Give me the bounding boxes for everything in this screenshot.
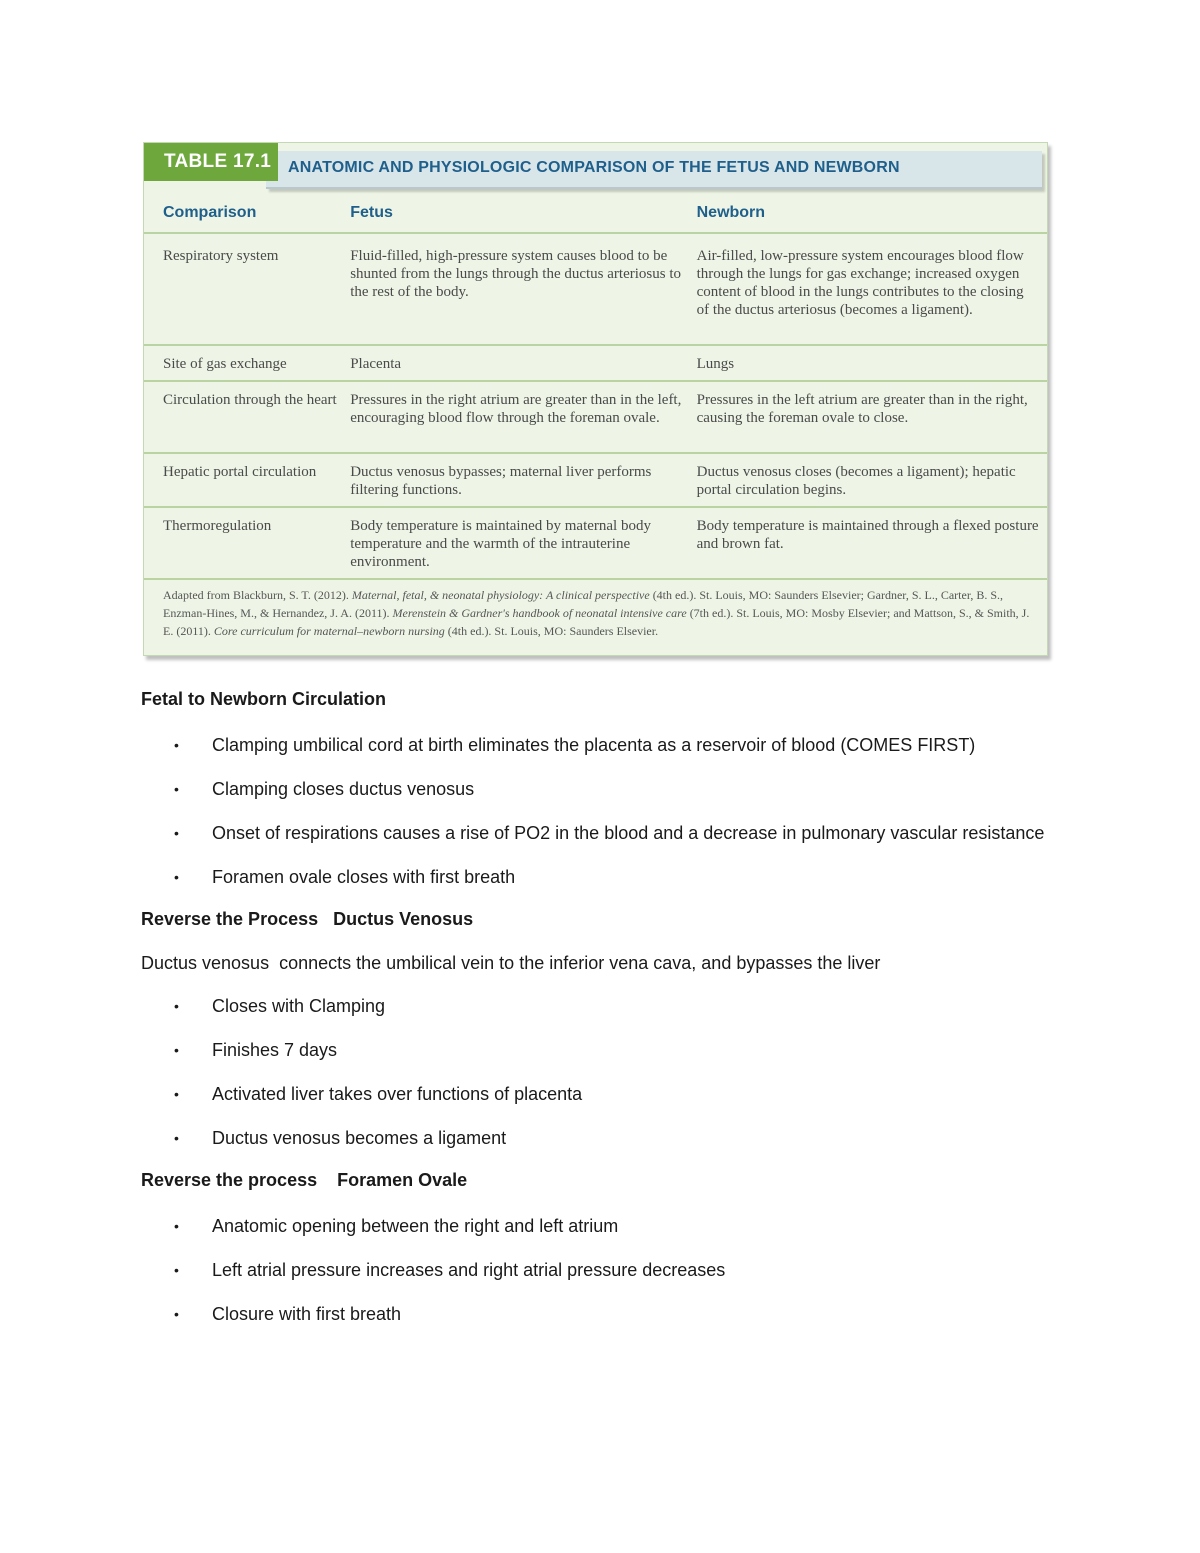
cell-fetus: Placenta	[350, 345, 696, 381]
list-item-text: Foramen ovale closes with first breath	[212, 867, 516, 887]
table-number-tag: TABLE 17.1	[144, 143, 278, 181]
list-item	[141, 1124, 1071, 1152]
bullet-icon: •	[174, 1218, 179, 1234]
cell-newborn: Body temperature is maintained through a flexed posture and brown fat.	[697, 507, 1047, 579]
list-item-text: Onset of respirations causes a rise of PO2 in the blood and a decrease in pulmonary vascular resistance	[212, 823, 1045, 843]
list-item	[141, 1300, 1071, 1328]
list-item-text: Closure with first breath	[212, 1304, 402, 1324]
table-row	[144, 233, 1047, 345]
bullet-icon: •	[174, 1306, 179, 1322]
document-body	[141, 687, 1071, 1344]
list-item	[141, 1212, 1071, 1240]
table-figure	[143, 142, 1048, 656]
cell-fetus: Body temperature is maintained by maternal body temperature and the warmth of the intrauterine environment.	[350, 507, 696, 579]
list-item-text: Finishes 7 days	[212, 1040, 338, 1060]
cell-fetus: Pressures in the right atrium are greater than in the left, encouraging blood flow through the foreman ovale.	[350, 381, 696, 453]
section-heading-foramen-ovale: Reverse the process Foramen Ovale	[141, 1170, 468, 1190]
list-item	[141, 1256, 1071, 1284]
comparison-table	[144, 195, 1047, 580]
footnote-part: (7th ed.). St. Louis, MO: Mosby Elsevier; and Mattson, S., & Smith, J. E. (2011).	[163, 606, 1030, 638]
bullet-icon: •	[174, 1042, 179, 1058]
bullet-icon: •	[174, 781, 179, 797]
bullet-icon: •	[174, 1130, 179, 1146]
list-item-text: Ductus venosus becomes a ligament	[212, 1128, 507, 1148]
foramen-ovale-list	[141, 1212, 1071, 1328]
cell-newborn: Pressures in the left atrium are greater than in the right, causing the foreman ovale to close.	[697, 381, 1047, 453]
table-row	[144, 453, 1047, 507]
table-title-bar	[266, 151, 1042, 189]
cell-comparison: Hepatic portal circulation	[144, 453, 350, 507]
table-row	[144, 507, 1047, 579]
list-item	[141, 731, 1071, 759]
section-heading-ductus-venosus: Reverse the Process Ductus Venosus	[141, 909, 474, 929]
bullet-icon: •	[174, 869, 179, 885]
footnote-part: Adapted from Blackburn, S. T. (2012).	[163, 588, 352, 602]
footnote-part: (4th ed.). St. Louis, MO: Saunders Elsevier.	[444, 624, 659, 638]
list-item-text: Left atrial pressure increases and right atrial pressure decreases	[212, 1260, 726, 1280]
bullet-icon: •	[174, 998, 179, 1014]
list-item	[141, 1036, 1071, 1064]
cell-newborn: Ductus venosus closes (becomes a ligament); hepatic portal circulation begins.	[697, 453, 1047, 507]
bullet-icon: •	[174, 1086, 179, 1102]
cell-fetus: Fluid-filled, high-pressure system causes blood to be shunted from the lungs through the ductus arteriosus to the rest of the body.	[350, 233, 696, 345]
list-item	[141, 775, 1071, 803]
list-item	[141, 863, 1071, 891]
cell-comparison: Circulation through the heart	[144, 381, 350, 453]
list-item-text: Closes with Clamping	[212, 996, 386, 1016]
cell-newborn: Lungs	[697, 345, 1047, 381]
table-header-row	[144, 195, 1047, 233]
bullet-icon: •	[174, 825, 179, 841]
table-source-footnote	[163, 586, 1033, 640]
footnote-title: Core curriculum for maternal–newborn nursing	[213, 624, 445, 638]
list-item-text: Clamping closes ductus venosus	[212, 779, 475, 799]
list-item-text: Clamping umbilical cord at birth eliminates the placenta as a reservoir of blood (COMES FIRST)	[212, 735, 976, 755]
list-item	[141, 992, 1071, 1020]
list-item	[141, 819, 1071, 847]
ductus-venosus-list	[141, 992, 1071, 1152]
bullet-icon: •	[174, 737, 179, 753]
footnote-title: Merenstein & Gardner's handbook of neonatal intensive care	[392, 606, 687, 620]
cell-newborn: Air-filled, low-pressure system encourages blood flow through the lungs for gas exchange; increased oxygen content of blood in the lungs contributes to the closing of the ductus arteriosus (becomes a ligament).	[697, 233, 1047, 345]
footnote-title: Maternal, fetal, & neonatal physiology: A clinical perspective	[351, 588, 650, 602]
cell-fetus: Ductus venosus bypasses; maternal liver performs filtering functions.	[350, 453, 696, 507]
table-row	[144, 381, 1047, 453]
list-item-text: Activated liver takes over functions of placenta	[212, 1084, 583, 1104]
header-comparison: Comparison	[144, 195, 350, 233]
bullet-icon: •	[174, 1262, 179, 1278]
header-newborn: Newborn	[697, 195, 1047, 233]
circulation-list	[141, 731, 1071, 891]
footnote-part: (4th ed.). St. Louis, MO: Saunders Elsevier; Gardner, S. L., Carter, B. S., Enzman-Hines, M., & Hernandez, J. A. (2011).	[163, 588, 1004, 620]
cell-comparison: Site of gas exchange	[144, 345, 350, 381]
cell-comparison: Thermoregulation	[144, 507, 350, 579]
ductus-venosus-description: Ductus venosus connects the umbilical vein to the inferior vena cava, and bypasses the liver	[141, 953, 881, 973]
table-title: ANATOMIC AND PHYSIOLOGIC COMPARISON OF THE FETUS AND NEWBORN	[288, 159, 900, 176]
table-row	[144, 345, 1047, 381]
header-fetus: Fetus	[350, 195, 696, 233]
section-heading-circulation: Fetal to Newborn Circulation	[141, 689, 387, 709]
list-item	[141, 1080, 1071, 1108]
cell-comparison: Respiratory system	[144, 233, 350, 345]
list-item-text: Anatomic opening between the right and left atrium	[212, 1216, 619, 1236]
